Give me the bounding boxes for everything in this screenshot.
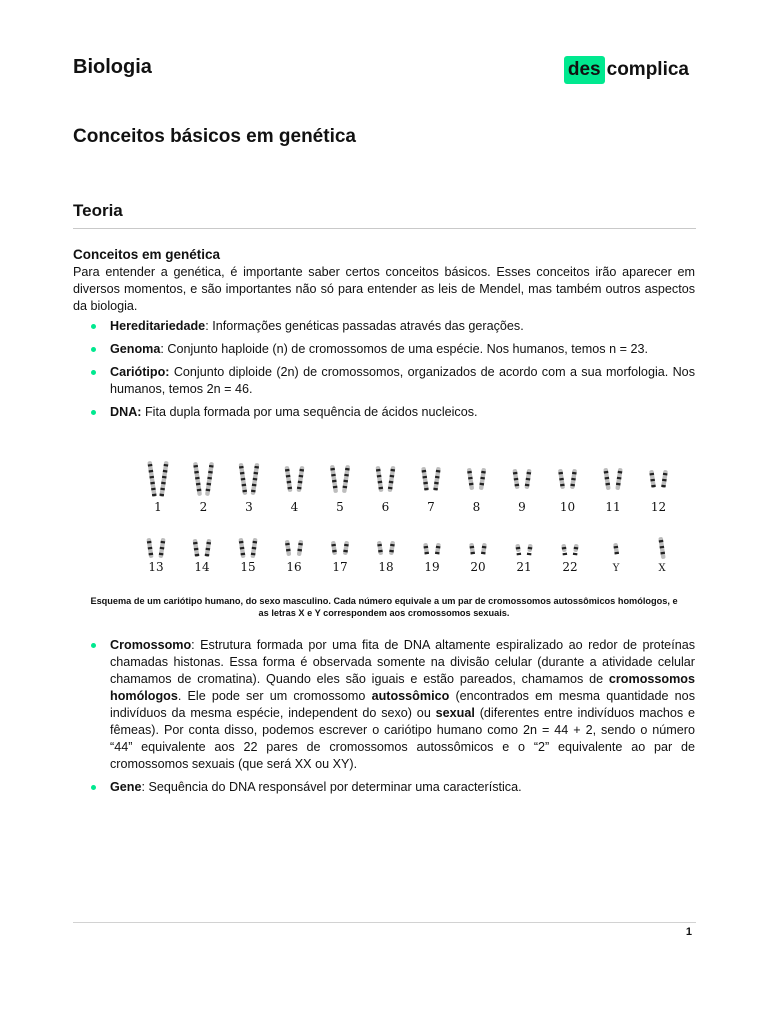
chromosome [147, 461, 156, 497]
chromosome [649, 470, 656, 488]
list-item: Hereditariedade: Informações genéticas passadas através das gerações. [73, 318, 695, 335]
chromosome [658, 537, 665, 559]
chromosome [285, 466, 293, 492]
caption-line-2: as letras X e Y correspondem aos cromossomos sexuais. [258, 608, 510, 618]
chromosome [239, 463, 248, 495]
chromosome [467, 468, 474, 490]
chromosome [251, 463, 260, 495]
chromosome [603, 468, 610, 490]
page-number: 1 [685, 926, 692, 938]
page-header [73, 54, 695, 90]
section-title: Teoria [73, 201, 123, 220]
chromosome-label: 12 [650, 500, 667, 514]
chromosome-label: 22 [562, 560, 578, 574]
list-item: DNA: Fita dupla formada por uma sequência de ácidos nucleicos. [73, 404, 695, 421]
term: Cariótipo: [110, 365, 170, 379]
chromosome [376, 466, 384, 492]
chromosome [343, 541, 349, 555]
chromosome-label: 2 [199, 500, 208, 514]
chromosome [423, 543, 429, 555]
chromosome-label: 18 [378, 560, 394, 574]
chromosome [159, 461, 168, 497]
chromosome [512, 469, 519, 489]
chromosome-label: 16 [286, 560, 302, 574]
chromosome-label: 9 [518, 500, 526, 514]
chromosome [342, 465, 350, 493]
chromosome [561, 544, 567, 556]
chromosome [661, 470, 668, 488]
list-item-gene: Gene: Sequência do DNA responsável por determinar uma característica. [73, 779, 695, 796]
karyotype-figure [73, 443, 695, 589]
figure-caption [73, 595, 695, 619]
term: Hereditariedade [110, 319, 206, 333]
chromosome [377, 541, 383, 555]
caption-line-1: Esquema de um cariótipo humano, do sexo masculino. Cada número equivale a um par de cromossomos autossômicos homólogos, e [90, 596, 678, 606]
chromosome-label: 17 [332, 560, 348, 574]
chromosome [158, 538, 165, 558]
chromosome-label: X [658, 563, 666, 574]
chromosome [613, 543, 619, 555]
document-title: Conceitos básicos em genética [73, 126, 356, 147]
term: DNA: [110, 405, 142, 419]
chromosome-label: 11 [605, 500, 621, 514]
chromosome-label: 10 [559, 500, 576, 514]
logo-highlight: des [564, 56, 605, 84]
chromosome [481, 543, 487, 555]
list-item-cromossomo: Cromossomo: Estrutura formada por uma fita de DNA altamente espiralizado ao redor de proteínas chamadas histonas. Essa forma é observada somente na divisão celular (durante a atividade celular chamamos de cromatina). Quando eles são iguais e estão pareados, chamamos de cromossomos homólogos. Ele pode ser um cromossomo autossômico (encontrados em mesma quantidade nos indivíduos da mesma espécie, independent do sexo) ou sexual (diferentes entre indivíduos machos e fêmeas). Por conta disso, podemos escrever o cariótipo humano como 2n = 44 + 2, sendo o número “44” equivalente aos 22 pares de cromossomos autossômicos e o “2” equivalente ao par de cromossomos sexuais (que será XX ou XY). [73, 637, 695, 773]
intro-paragraph: Para entender a genética, é importante saber certos conceitos básicos. Esses conceitos irão aparecer em diversos momentos, e são importantes não só para entender as leis de Mendel, mas também outros aspectos da biologia. [73, 265, 695, 313]
chromosome [146, 538, 153, 558]
chromosome-label: 1 [154, 500, 162, 514]
chromosome-label: 4 [290, 500, 299, 514]
chromosome [558, 469, 565, 489]
chromosome [421, 467, 429, 491]
subject-title: Biologia [73, 56, 152, 78]
chromosome [615, 468, 622, 490]
chromosome [433, 467, 441, 491]
chromosome [570, 469, 577, 489]
chromosome [469, 543, 475, 555]
chromosome [285, 540, 292, 556]
concepts-list [73, 318, 695, 421]
chromosome [479, 468, 486, 490]
chromosome [388, 466, 396, 492]
chromosome [238, 538, 245, 558]
chromosome-label: 19 [424, 560, 440, 574]
chromosome [331, 541, 337, 555]
chromosome [205, 462, 214, 496]
chromosome [297, 466, 305, 492]
section-divider [73, 228, 696, 229]
chromosome [193, 539, 200, 557]
chromosome [524, 469, 531, 489]
logo-text: complica [606, 59, 689, 80]
chromosome [250, 538, 257, 558]
main-content [73, 246, 695, 802]
footer-divider [73, 922, 696, 923]
list-item: Genoma: Conjunto haploide (n) de cromossomos de uma espécie. Nos humanos, temos n = 23. [73, 341, 695, 358]
chromosome-label: 13 [148, 560, 164, 574]
chromosome-label: 14 [194, 560, 210, 574]
chromosome [389, 541, 395, 555]
chromosome [573, 544, 579, 556]
chromosome [193, 462, 202, 496]
concepts-list-2 [73, 637, 695, 796]
chromosome-label: 8 [472, 500, 481, 514]
chromosome [205, 539, 212, 557]
list-item: Cariótipo: Conjunto diploide (2n) de cromossomos, organizados de acordo com a sua morfologia. Nos humanos, temos 2n = 46. [73, 364, 695, 398]
chromosome [515, 544, 521, 556]
chromosome [435, 543, 441, 555]
karyotype-image [118, 443, 667, 583]
chromosome-label: 21 [516, 560, 532, 574]
chromosome-label: 3 [245, 500, 253, 514]
chromosome-label: 15 [240, 560, 256, 574]
chromosome-label: 20 [470, 560, 486, 574]
subsection-title: Conceitos em genética [73, 247, 221, 262]
chromosome-label: 5 [336, 500, 344, 514]
chromosome-label: 7 [427, 500, 435, 514]
chromosome-label: Y [612, 563, 620, 574]
chromosome [297, 540, 304, 556]
chromosome [330, 465, 338, 493]
term: Genoma [110, 342, 161, 356]
chromosome-label: 6 [381, 500, 390, 514]
chromosome [527, 544, 533, 556]
descomplica-logo [564, 54, 689, 86]
